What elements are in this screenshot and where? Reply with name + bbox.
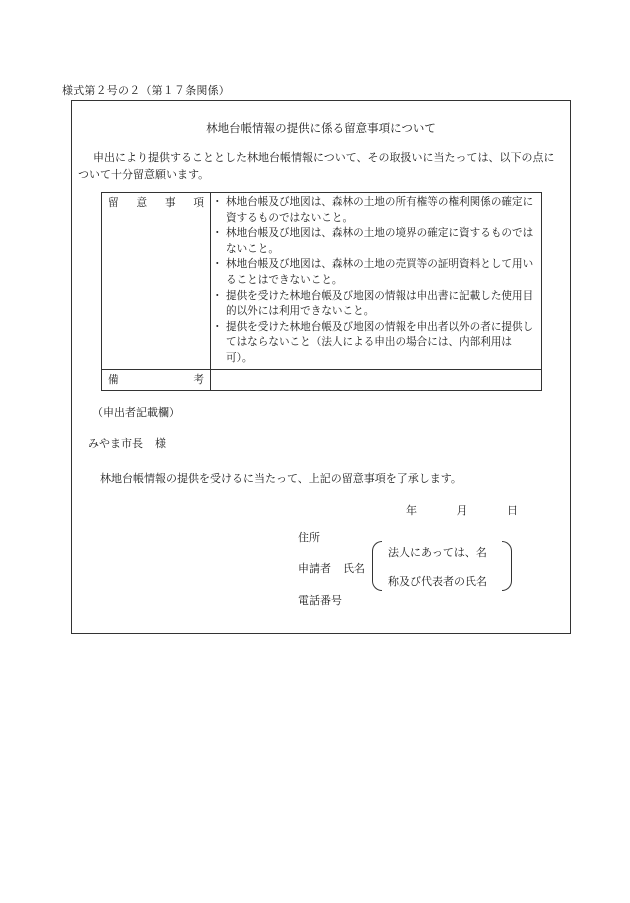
name-label: 氏名	[343, 562, 365, 575]
applicant-section-label: （申出者記載欄）	[92, 406, 180, 419]
date-year-label: 年	[406, 504, 417, 517]
notes-content-cell	[211, 193, 542, 370]
notes-heading-char: 項	[193, 197, 204, 209]
date-day-label: 日	[507, 504, 518, 517]
note-item: ・ 提供を受けた林地台帳及び地図の情報は申出書に記載した使用目的以外には利用できないこと。	[215, 289, 537, 320]
addressee-honorific: 様	[155, 437, 166, 450]
note-item: ・ 林地台帳及び地図は、森林の土地の所有権等の権利関係の確定に資するものではないこと。	[215, 195, 537, 226]
notes-heading-char: 意	[136, 197, 148, 209]
remarks-heading-char: 考	[193, 373, 204, 386]
form-frame	[71, 100, 571, 634]
document-title: 林地台帳情報の提供に係る留意事項について	[206, 121, 436, 135]
remarks-field[interactable]	[211, 369, 542, 390]
applicant-label: 申請者	[298, 562, 331, 575]
corporate-note-line: 法人にあっては、名	[388, 546, 487, 559]
notes-row	[102, 193, 542, 370]
note-item: ・ 林地台帳及び地図は、森林の土地の売買等の証明資料として用いることはできないこと。	[215, 257, 537, 288]
remarks-heading-cell	[102, 369, 211, 390]
remarks-heading-char: 備	[108, 373, 119, 386]
note-item: ・ 提供を受けた林地台帳及び地図の情報を申出者以外の者に提供してはならないこと（法人による申出の場合には、内部利用は可）。	[215, 320, 537, 367]
consent-statement: 林地台帳情報の提供を受けるに当たって、上記の留意事項を了承します。	[100, 472, 462, 485]
phone-label: 電話番号	[298, 594, 342, 607]
remarks-row	[102, 369, 542, 390]
applicant-name-label	[298, 560, 365, 576]
date-field[interactable]	[388, 502, 518, 518]
notes-table	[101, 192, 542, 391]
corporate-note	[372, 541, 512, 591]
right-bracket	[502, 541, 512, 591]
form-number-label: 様式第２号の２（第１７条関係）	[62, 84, 230, 97]
notes-list	[215, 195, 537, 367]
notes-heading-char: 留	[108, 197, 119, 209]
addressee-name: みやま市長	[88, 437, 143, 450]
notes-heading-char: 事	[164, 197, 176, 209]
address-label: 住所	[298, 531, 320, 544]
addressee	[88, 435, 166, 451]
left-bracket	[372, 541, 382, 591]
note-item: ・ 林地台帳及び地図は、森林の土地の境界の確定に資するものではないこと。	[215, 226, 537, 257]
remarks-heading	[108, 372, 204, 387]
intro-paragraph: 申出により提供することとした林地台帳情報について、その取扱いに当たっては、以下の点について十分留意願います。	[78, 151, 555, 181]
date-month-label: 月	[456, 504, 468, 517]
notes-heading	[108, 195, 204, 210]
notes-heading-cell	[102, 193, 211, 370]
corporate-note-line: 称及び代表者の氏名	[388, 575, 487, 588]
